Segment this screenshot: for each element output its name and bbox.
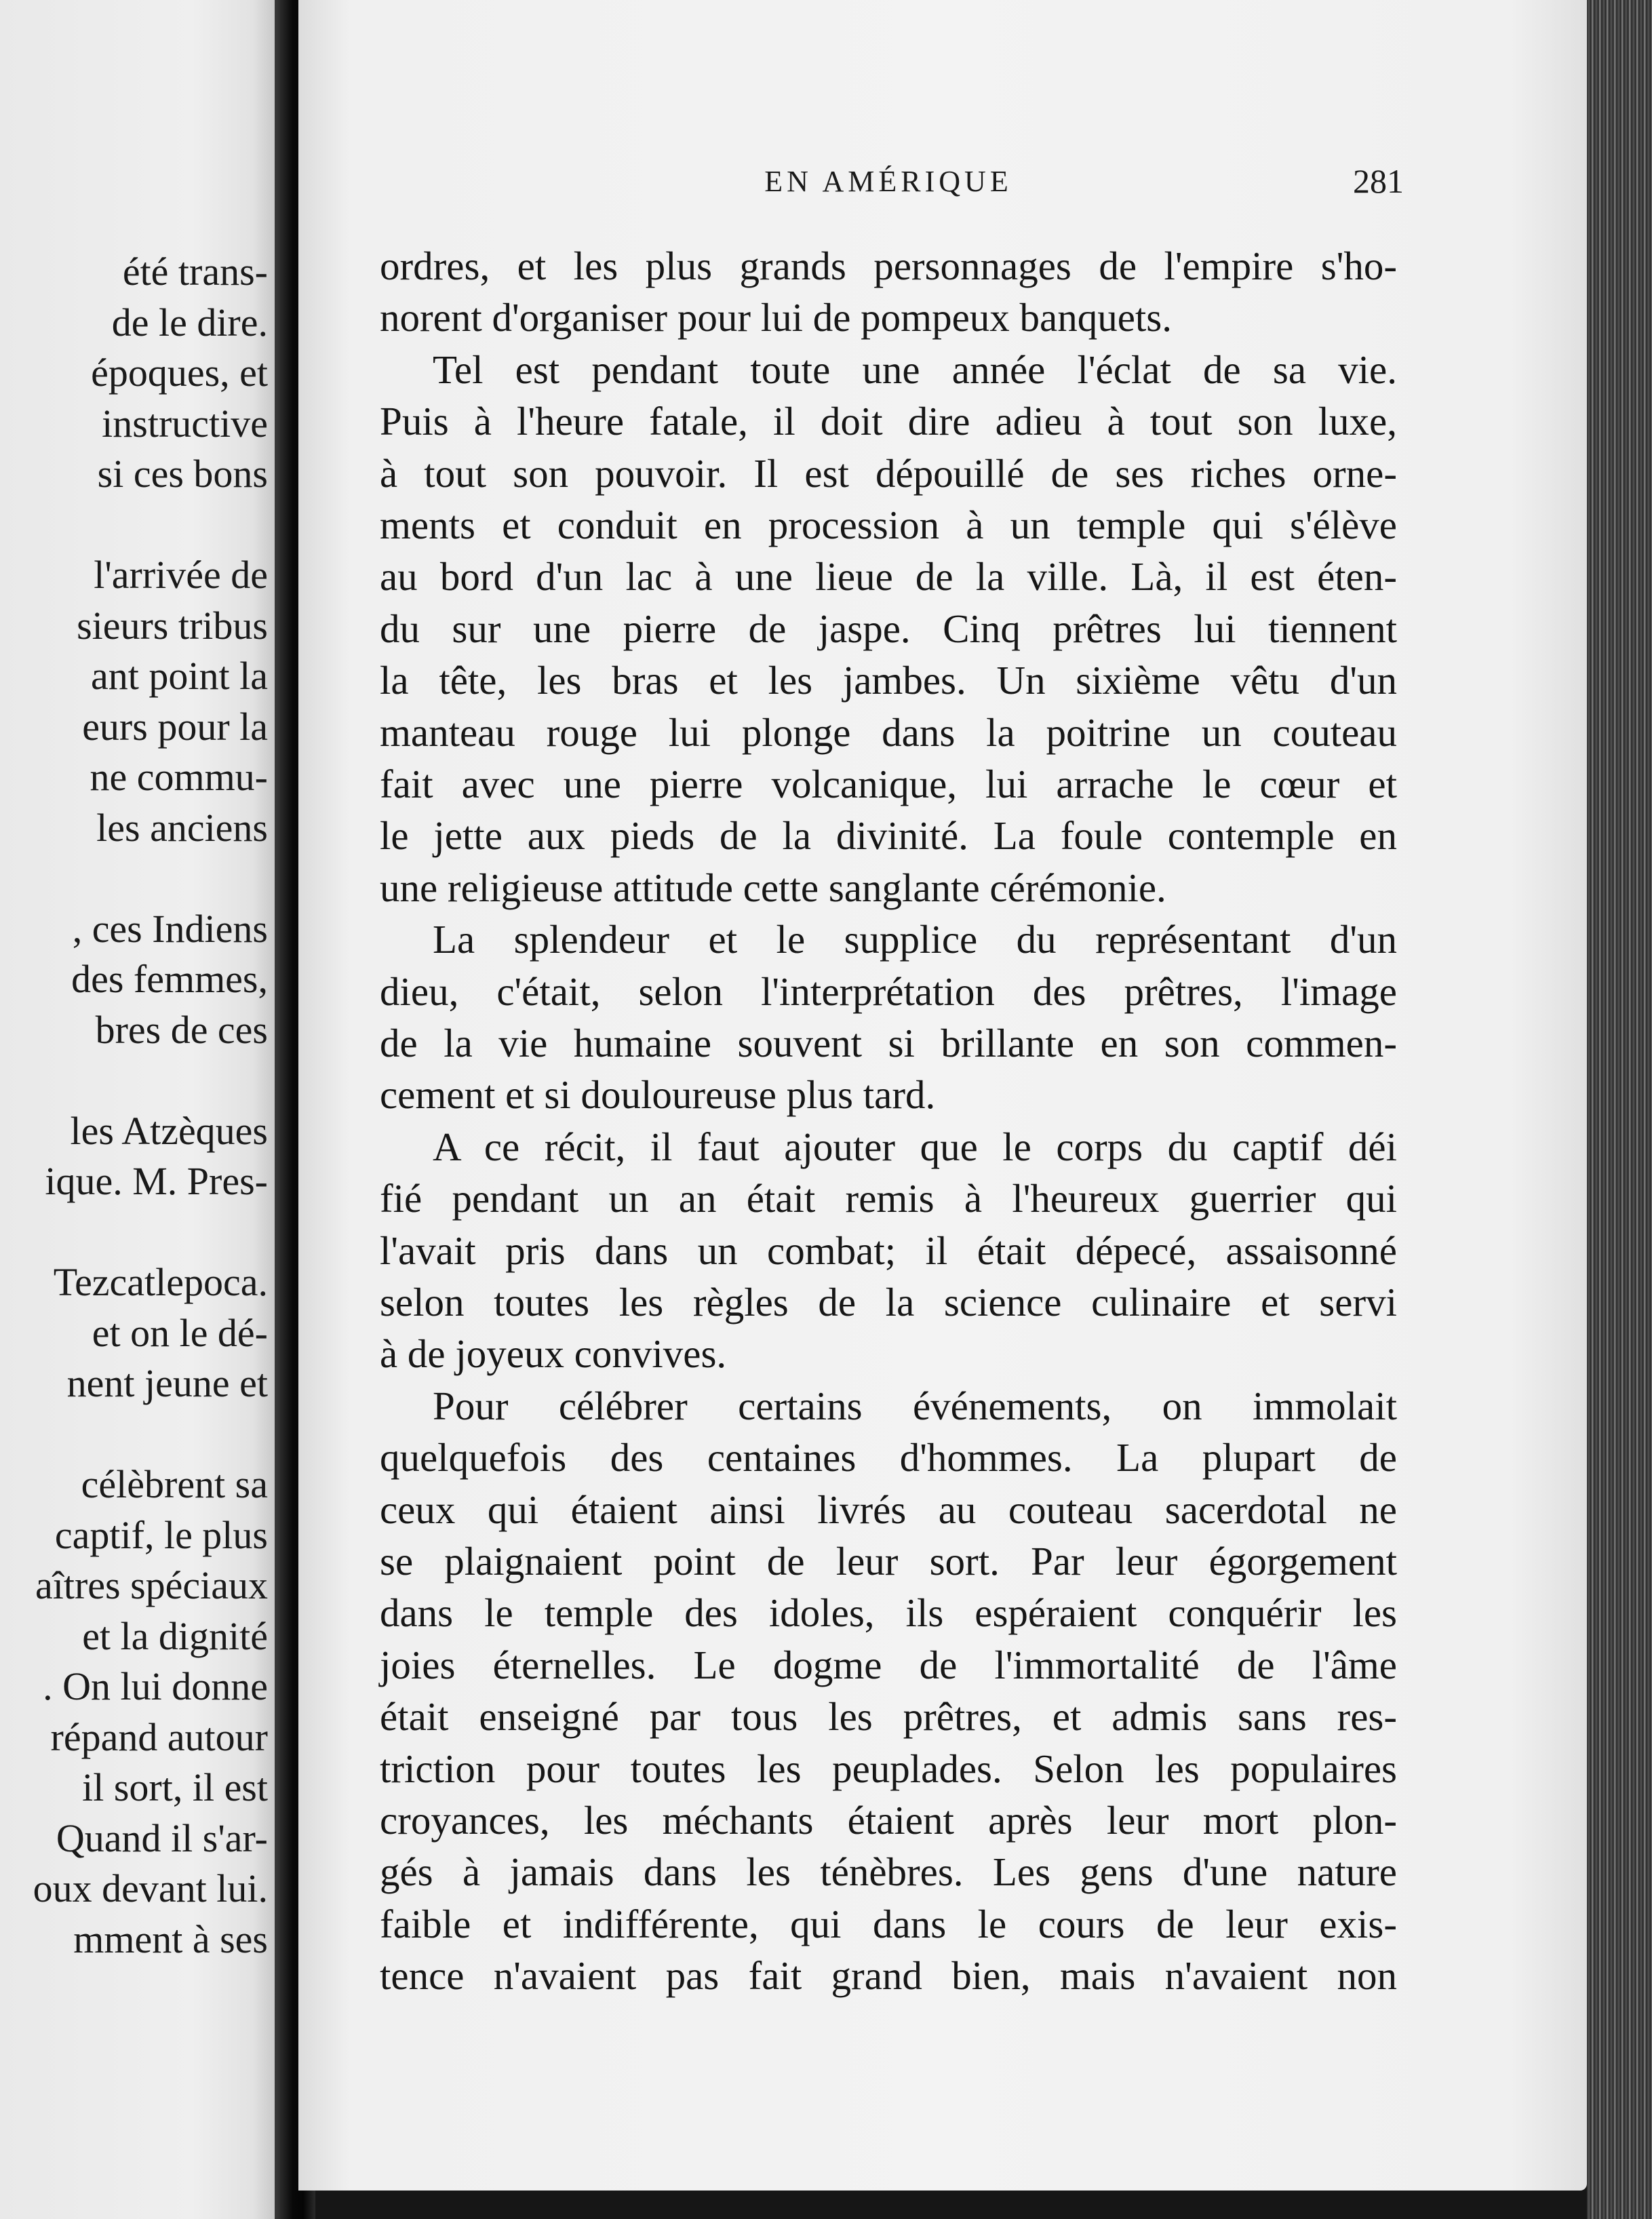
text-line: gés à jamais dans les ténèbres. Les gens d'une nature: [380, 1849, 1397, 1894]
text-line: dans le temple des idoles, ils espéraient conquérir les: [380, 1590, 1397, 1635]
text-line: était enseigné par tous les prêtres, et admis sans res-: [380, 1694, 1397, 1739]
text-line: faible et indifférente, qui dans le cours de leur exis-: [380, 1902, 1397, 1946]
left-text-line: ne commu-: [90, 755, 268, 799]
text-line: l'avait pris dans un combat; il était dépecé, assaisonné: [380, 1228, 1397, 1273]
left-text-line: bres de ces: [95, 1008, 268, 1052]
text-line: La splendeur et le supplice du représentant d'un: [433, 917, 1397, 962]
left-text-line: , ces Indiens: [72, 907, 268, 951]
left-text-line: répand autour: [50, 1715, 268, 1759]
left-text-line: et la dignité: [82, 1614, 268, 1658]
left-text-line: célèbrent sa: [81, 1462, 268, 1506]
left-text-line: captif, le plus: [54, 1513, 268, 1557]
text-line: ordres, et les plus grands personnages de l'empire s'ho-: [380, 243, 1397, 288]
left-text-line: sieurs tribus: [77, 604, 268, 648]
left-text-line: mment à ses: [73, 1917, 268, 1961]
text-line: à tout son pouvoir. Il est dépouillé de ses riches orne-: [380, 451, 1397, 496]
left-text-line: Tezcatlepoca.: [53, 1260, 268, 1304]
page-number: 281: [1353, 162, 1404, 200]
text-line: se plaignaient point de leur sort. Par leur égorgement: [380, 1539, 1397, 1584]
text-line: cement et si douloureuse plus tard.: [380, 1072, 936, 1117]
text-line: tence n'avaient pas fait grand bien, mais n'avaient non: [380, 1953, 1397, 1998]
left-text-line: eurs pour la: [82, 705, 268, 749]
text-line: manteau rouge lui plonge dans la poitrine un couteau: [380, 710, 1397, 755]
text-line: de la vie humaine souvent si brillante en son commen-: [380, 1021, 1397, 1065]
text-line: selon toutes les règles de la science culinaire et servi: [380, 1280, 1397, 1324]
text-line: une religieuse attitude cette sanglante cérémonie.: [380, 865, 1166, 910]
left-text-line: oux devant lui.: [33, 1866, 268, 1910]
text-line: du sur une pierre de jaspe. Cinq prêtres lui tiennent: [380, 606, 1397, 651]
text-line: la tête, les bras et les jambes. Un sixième vêtu d'un: [380, 658, 1397, 703]
left-text-line: . On lui donne: [43, 1664, 268, 1708]
text-line: croyances, les méchants étaient après leur mort plon-: [380, 1798, 1397, 1843]
text-line: A ce récit, il faut ajouter que le corps du captif déi: [433, 1124, 1397, 1169]
text-line: Puis à l'heure fatale, il doit dire adieu à tout son luxe,: [380, 399, 1397, 444]
text-line: à de joyeux convives.: [380, 1331, 727, 1376]
text-line: dieu, c'était, selon l'interprétation des prêtres, l'image: [380, 969, 1397, 1014]
text-line: Tel est pendant toute une année l'éclat de sa vie.: [433, 347, 1397, 392]
left-text-line: les Atzèques: [70, 1109, 268, 1153]
left-text-line: époques, et: [91, 351, 268, 395]
text-line: Pour célébrer certains événements, on immolait: [433, 1383, 1397, 1428]
text-line: ceux qui étaient ainsi livrés au couteau sacerdotal ne: [380, 1487, 1397, 1532]
left-page-fragment: [0, 0, 275, 2219]
text-line: ments et conduit en procession à un temple qui s'élève: [380, 503, 1397, 547]
left-text-line: les anciens: [96, 806, 268, 850]
text-line: fié pendant un an était remis à l'heureux guerrier qui: [380, 1176, 1397, 1221]
page-edges: [1587, 0, 1652, 2219]
text-line: triction pour toutes les peuplades. Selon les populaires: [380, 1746, 1397, 1791]
text-line: quelquefois des centaines d'hommes. La plupart de: [380, 1435, 1397, 1480]
left-text-line: l'arrivée de: [94, 553, 268, 597]
text-line: joies éternelles. Le dogme de l'immortalité de l'âme: [380, 1643, 1397, 1687]
left-text-line: aîtres spéciaux: [35, 1563, 268, 1607]
left-text-line: nent jeune et: [66, 1361, 268, 1405]
text-line: norent d'organiser pour lui de pompeux banquets.: [380, 295, 1172, 340]
left-text-line: ique. M. Pres-: [45, 1159, 268, 1203]
text-line: le jette aux pieds de la divinité. La foule contemple en: [380, 813, 1397, 858]
left-text-line: il sort, il est: [82, 1765, 268, 1809]
left-text-line: si ces bons: [97, 452, 268, 496]
text-line: au bord d'un lac à une lieue de la ville. Là, il est éten-: [380, 554, 1397, 599]
left-text-line: ant point la: [91, 654, 268, 698]
left-text-line: Quand il s'ar-: [56, 1816, 268, 1860]
text-line: fait avec une pierre volcanique, lui arrache le cœur et: [380, 762, 1397, 806]
left-text-line: été trans-: [122, 250, 268, 294]
left-text-line: des femmes,: [71, 957, 268, 1001]
left-text-line: de le dire.: [111, 300, 268, 345]
running-head: EN AMÉRIQUE: [764, 165, 1012, 198]
left-text-line: instructive: [102, 401, 268, 446]
left-text-line: et on le dé-: [92, 1311, 268, 1355]
